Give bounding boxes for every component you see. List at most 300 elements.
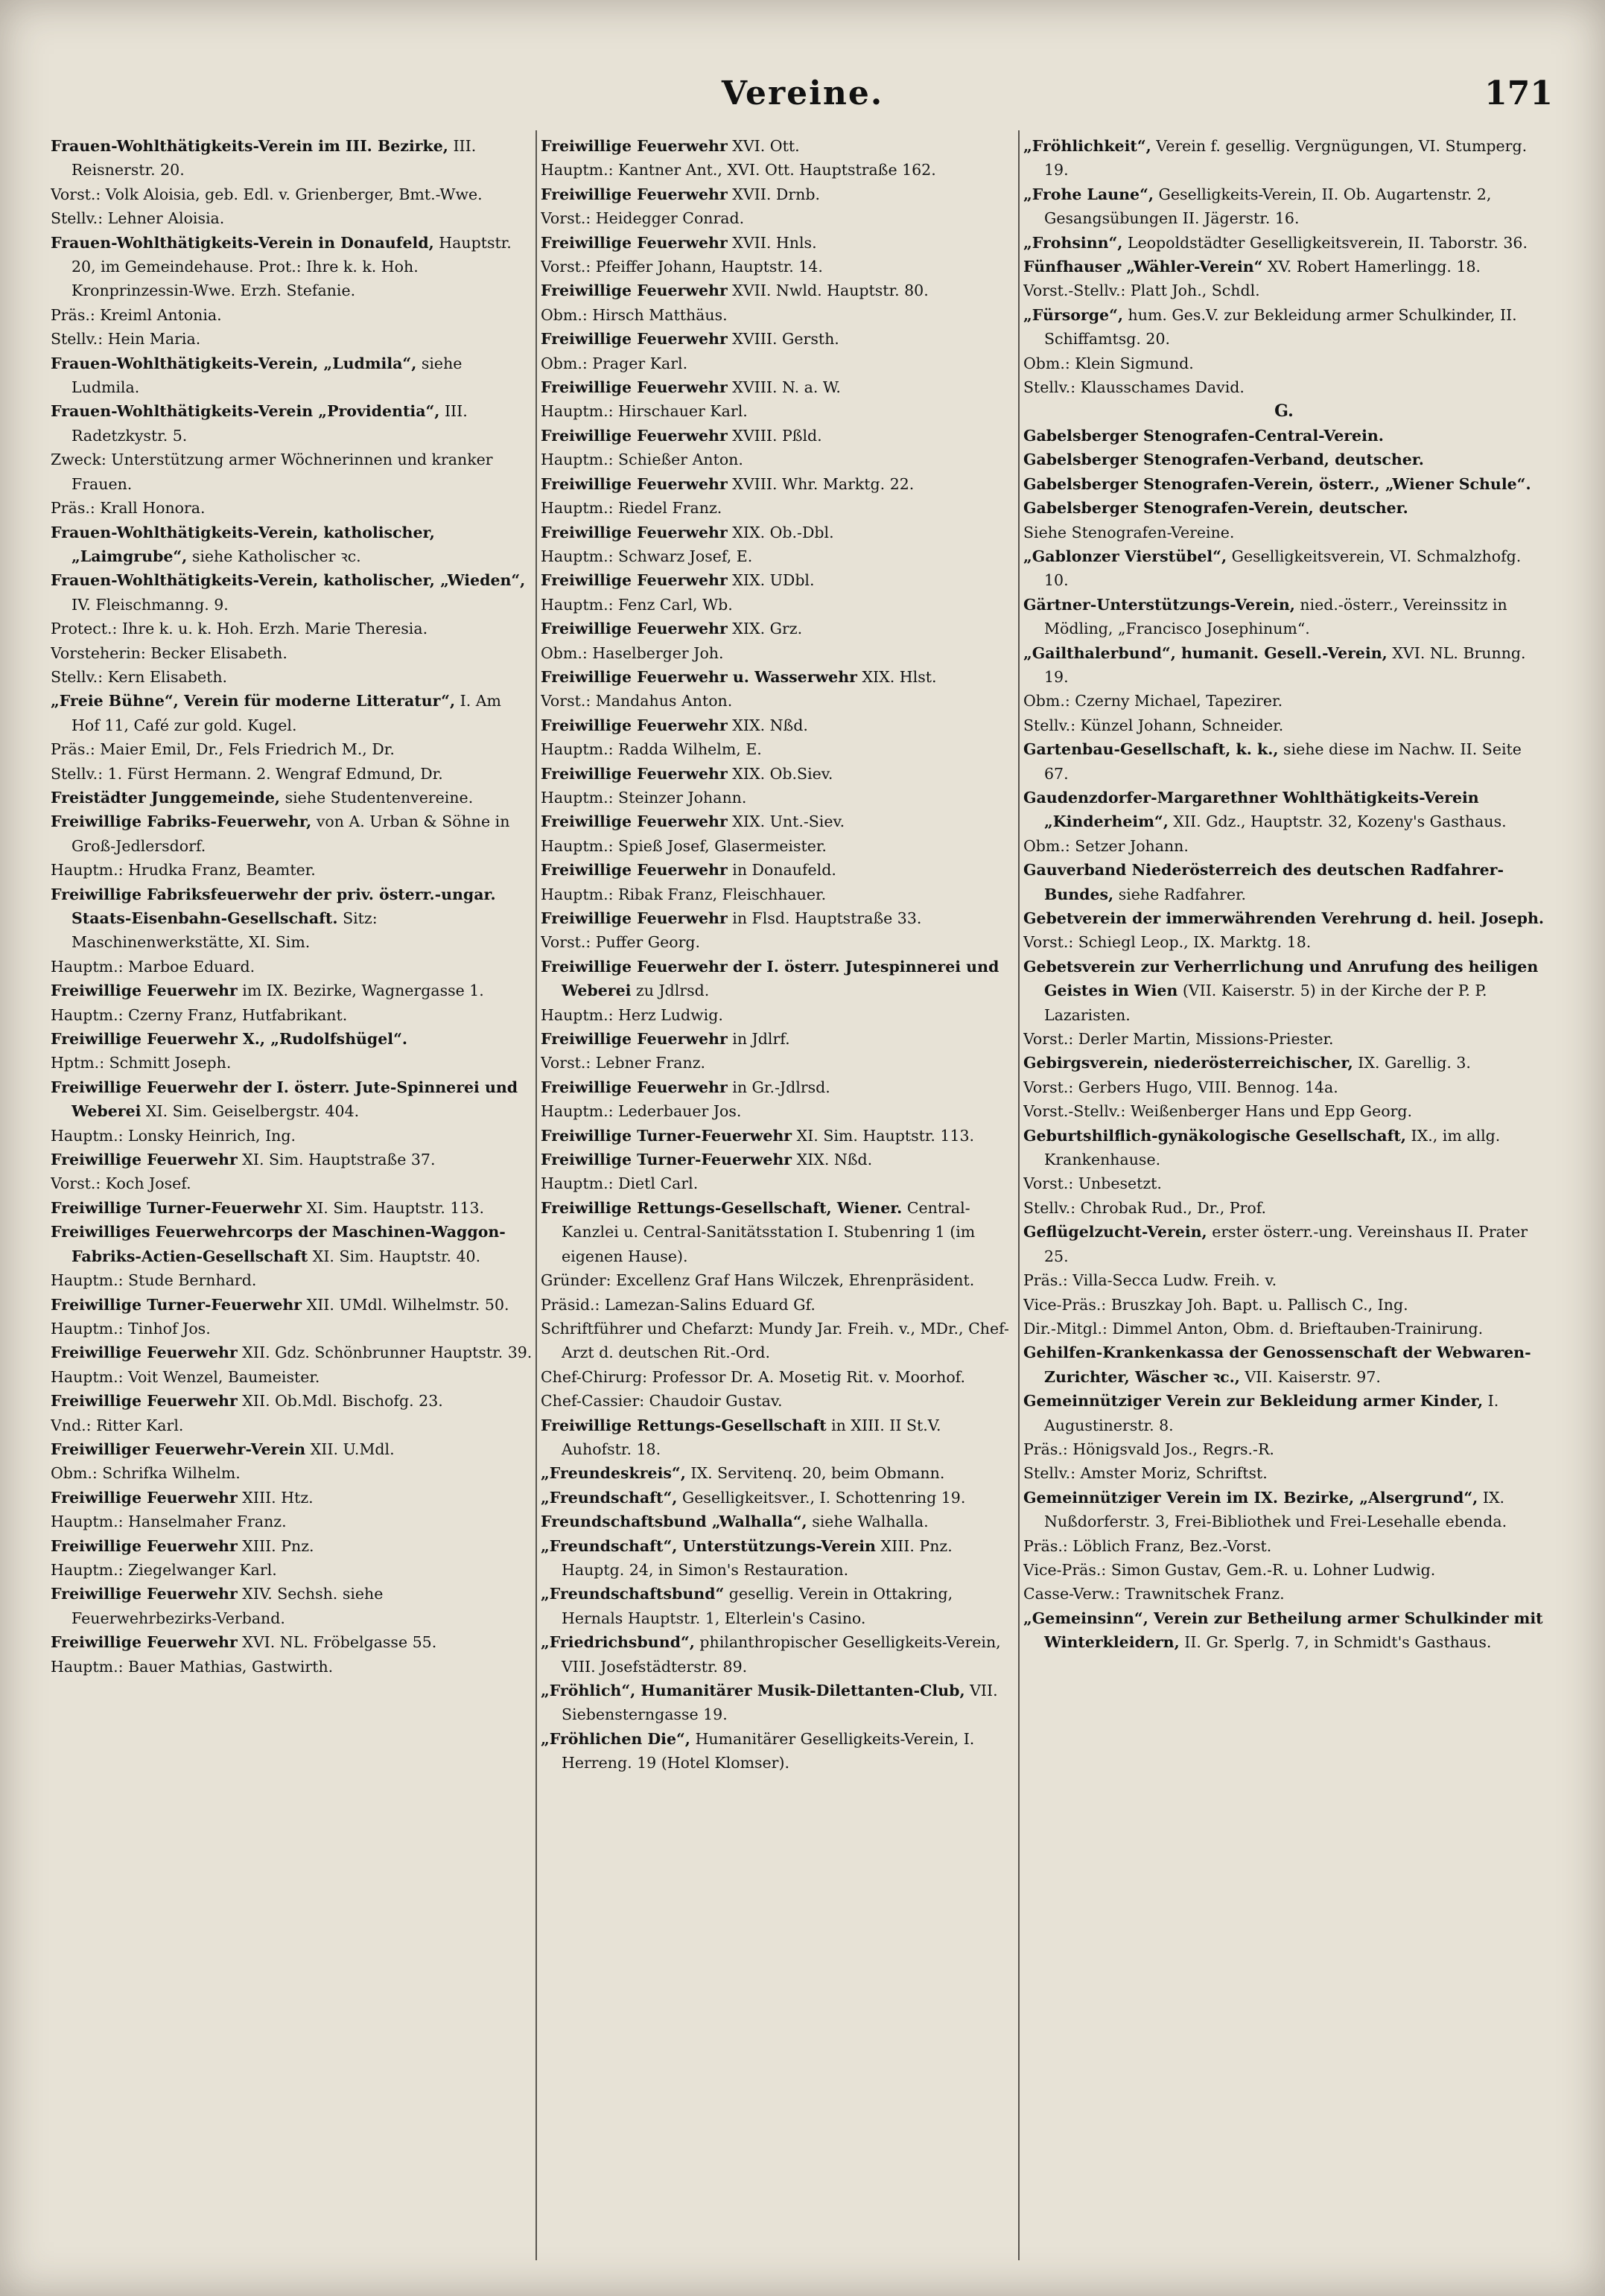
- directory-entry: [541, 1027, 1014, 1051]
- entry-text: Hauptm.: Fenz Carl, Wb.: [541, 595, 733, 614]
- entry-text: Sitz: Maschinenwerkstätte, XI. Sim.: [71, 909, 378, 952]
- entry-text: Präsid.: Lamezan-Salins Eduard Gf.: [541, 1295, 816, 1314]
- directory-entry: [1023, 352, 1545, 375]
- entry-heading: Freiwillige Rettungs-Gesellschaft, Wiener.: [541, 1198, 903, 1217]
- entry-heading: Freiwillige Feuerwehr: [541, 474, 728, 493]
- directory-entry: [541, 930, 1014, 954]
- entry-text: von A. Urban & Söhne in Groß-Jedlersdorf.: [71, 812, 510, 855]
- entry-text: Hauptm.: Herz Ludwig.: [541, 1005, 723, 1024]
- directory-entry: [541, 352, 1014, 375]
- entry-text: Hauptm.: Hanselmaher Franz.: [51, 1513, 287, 1531]
- entry-text: XII. UMdl. Wilhelmstr. 50.: [302, 1295, 509, 1314]
- entry-heading: Freiwillige Turner-Feuerwehr: [51, 1295, 302, 1314]
- entry-text: Hauptm.: Marboe Eduard.: [51, 957, 255, 976]
- directory-entry: [1023, 930, 1545, 954]
- entry-text: Vorst.: Puffer Georg.: [541, 933, 701, 952]
- entry-heading: „Gablonzer Vierstübel“,: [1023, 547, 1227, 565]
- directory-entry: [1023, 1606, 1545, 1655]
- directory-entry: [541, 303, 1014, 327]
- directory-entry: [541, 231, 1014, 255]
- directory-entry: [541, 1461, 1014, 1485]
- entry-text: philanthropischer Geselligkeits-Verein, VIII. Josefstädterstr. 89.: [562, 1633, 1001, 1676]
- column-divider: [1018, 130, 1020, 2260]
- entry-heading: Freiwillige Feuerwehr: [541, 716, 728, 734]
- entry-text: Vice-Präs.: Bruszkay Joh. Bapt. u. Pallisch C., Ing.: [1023, 1295, 1408, 1314]
- entry-text: zu Jdlrsd.: [631, 982, 710, 1000]
- column-divider: [535, 130, 537, 2260]
- entry-heading: Gabelsberger Stenografen-Verband, deutscher.: [1023, 451, 1424, 469]
- entry-text: in Donaufeld.: [727, 861, 836, 880]
- entry-heading: Gauverband Niederösterreich des deutschen Radfahrer-Bundes,: [1023, 861, 1504, 903]
- directory-entry: [1023, 641, 1545, 690]
- entry-text: Vorst.: Volk Aloisia, geb. Edl. v. Grienberger, Bmt.-Wwe.: [51, 185, 483, 203]
- entry-heading: Gemeinnütziger Verein zur Bekleidung armer Kinder,: [1023, 1392, 1484, 1411]
- entry-text: in Jdlrf.: [727, 1030, 790, 1049]
- entry-text: IX. Garellig. 3.: [1353, 1054, 1471, 1072]
- directory-entry: [51, 979, 533, 1002]
- entry-heading: Gehilfen-Krankenkassa der Genossenschaft der Webwaren-Zurichter, Wäscher ꝛc.,: [1023, 1343, 1531, 1386]
- entry-heading: Gabelsberger Stenografen-Central-Verein.: [1023, 426, 1384, 445]
- entry-heading: Freiwillige Feuerwehr: [51, 1151, 238, 1169]
- directory-entry: [1023, 906, 1545, 930]
- entry-heading: Fünfhauser „Wähler-Verein“: [1023, 258, 1263, 276]
- entry-heading: Freiwillige Feuerwehr der I. österr. Jute-Spinnerei und Weberei: [51, 1078, 518, 1121]
- directory-entry: [51, 1124, 533, 1148]
- entry-text: Hauptm.: Bauer Mathias, Gastwirth.: [51, 1657, 334, 1676]
- directory-entry: [541, 448, 1014, 471]
- directory-entry: [1023, 1582, 1545, 1606]
- directory-entry: [1023, 182, 1545, 231]
- entry-heading: Freiwillige Feuerwehr: [541, 330, 728, 349]
- directory-entry: [51, 1317, 533, 1341]
- entry-text: XVI. NL. Fröbelgasse 55.: [237, 1633, 437, 1652]
- entry-text: XIX. Ob.-Dbl.: [727, 523, 834, 541]
- directory-entry: [1023, 1268, 1545, 1292]
- entry-text: gesellig. Verein in Ottakring, Hernals Hauptstr. 1, Elterlein's Casino.: [562, 1585, 953, 1627]
- entry-text: Hauptstr. 20, im Gemeindehause. Prot.: Ihre k. k. Hoh. Kronprinzessin-Wwe. Erzh. Stefanie.: [71, 233, 512, 300]
- entry-text: Vorsteherin: Becker Elisabeth.: [51, 643, 287, 662]
- directory-entry: [51, 327, 533, 351]
- directory-entry: [51, 1461, 533, 1485]
- directory-entry: [1023, 593, 1545, 641]
- entry-text: Vorst.: Gerbers Hugo, VIII. Bennog. 14a.: [1023, 1078, 1338, 1096]
- entry-text: Hauptm.: Riedel Franz.: [541, 499, 722, 518]
- directory-entry: [1023, 424, 1545, 448]
- entry-text: (VII. Kaiserstr. 5) in der Kirche der P. P. Lazaristen.: [1044, 982, 1487, 1024]
- directory-entry: [1023, 1558, 1545, 1582]
- directory-entry: [1023, 786, 1545, 834]
- entry-text: XI. Sim. Hauptstr. 113.: [302, 1198, 485, 1217]
- directory-entry: [541, 1051, 1014, 1075]
- directory-entry: [541, 1099, 1014, 1123]
- entry-text: Hauptm.: Hrudka Franz, Beamter.: [51, 861, 316, 880]
- entry-text: Obm.: Czerny Michael, Tapezirer.: [1023, 692, 1283, 710]
- entry-text: Leopoldstädter Geselligkeitsverein, II. Taborstr. 36.: [1122, 233, 1528, 252]
- directory-entry: [541, 737, 1014, 761]
- entry-heading: Freiwillige Turner-Feuerwehr: [541, 1151, 792, 1169]
- directory-entry: [1023, 1171, 1545, 1195]
- entry-heading: „Freundschaft“,: [541, 1488, 678, 1507]
- directory-entry: [51, 352, 533, 400]
- entry-heading: Freiwillige Feuerwehr: [541, 426, 728, 445]
- directory-entry: [51, 134, 533, 182]
- entry-text: III. Radetzkystr. 5.: [71, 402, 468, 445]
- entry-text: Stellv.: Kern Elisabeth.: [51, 667, 228, 686]
- section-letter: G.: [1274, 401, 1294, 422]
- entry-text: XIX. Ob.Siev.: [727, 764, 833, 783]
- entry-heading: Freiwillige Feuerwehr: [541, 861, 728, 880]
- directory-entry: [541, 1124, 1014, 1148]
- entry-text: XIX. Hlst.: [856, 667, 937, 686]
- directory-entry: [51, 521, 533, 569]
- entry-text: Hauptm.: Ribak Franz, Fleischhauer.: [541, 885, 827, 903]
- entry-text: Obm.: Haselberger Joh.: [541, 643, 724, 662]
- entry-text: hum. Ges.V. zur Bekleidung armer Schulkinder, II. Schiffamtsg. 20.: [1044, 305, 1517, 349]
- entry-text: XI. Sim. Hauptstr. 40.: [308, 1247, 481, 1265]
- directory-entry: [541, 1679, 1014, 1727]
- directory-entry: [541, 1534, 1014, 1583]
- directory-entry: [541, 496, 1014, 520]
- entry-heading: Freiwillige Feuerwehr u. Wasserwehr: [541, 667, 857, 686]
- entry-text: Hauptm.: Schießer Anton.: [541, 451, 743, 469]
- entry-text: I. Augustinerstr. 8.: [1044, 1392, 1499, 1434]
- entry-text: XVIII. Whr. Marktg. 22.: [727, 474, 915, 493]
- entry-text: erster österr.-ung. Vereinshaus II. Prater 25.: [1044, 1223, 1528, 1265]
- page-header: [52, 74, 1553, 127]
- directory-entry: [541, 883, 1014, 906]
- entry-heading: Frauen-Wohlthätigkeits-Verein, katholischer, „Wieden“,: [51, 571, 526, 590]
- entry-text: XI. Sim. Hauptstr. 113.: [792, 1126, 975, 1145]
- entry-text: Vorst.: Pfeiffer Johann, Hauptstr. 14.: [541, 258, 823, 276]
- directory-entry: [1023, 448, 1545, 471]
- entry-text: Humanitärer Geselligkeits-Verein, I. Herreng. 19 (Hotel Klomser).: [562, 1729, 975, 1772]
- directory-entry: [1023, 1027, 1545, 1051]
- directory-entry: [541, 641, 1014, 665]
- entry-heading: Frauen-Wohlthätigkeits-Verein in Donaufeld,: [51, 233, 434, 252]
- entry-text: II. Gr. Sperlg. 7, in Schmidt's Gasthaus.: [1179, 1633, 1492, 1652]
- entry-text: siehe Radfahrer.: [1113, 885, 1247, 903]
- directory-entry: [541, 762, 1014, 786]
- entry-text: Hauptm.: Ziegelwanger Karl.: [51, 1560, 277, 1579]
- directory-entry: [541, 689, 1014, 713]
- entry-text: Obm.: Klein Sigmund.: [1023, 354, 1194, 372]
- entry-text: XII. U.Mdl.: [305, 1440, 395, 1458]
- entry-text: siehe Studentenvereine.: [280, 788, 474, 807]
- entry-text: Casse-Verw.: Trawnitschek Franz.: [1023, 1585, 1285, 1603]
- entry-text: Obm.: Setzer Johann.: [1023, 836, 1189, 855]
- entry-heading: „Freundeskreis“,: [541, 1464, 686, 1483]
- entry-heading: Gebetsverein zur Verherrlichung und Anrufung des heiligen Geistes in Wien: [1023, 957, 1539, 1000]
- directory-entry: [541, 1148, 1014, 1171]
- entry-text: Hauptm.: Lederbauer Jos.: [541, 1102, 742, 1121]
- entry-text: Vorst.: Koch Josef.: [51, 1174, 191, 1193]
- entry-text: Siehe Stenografen-Vereine.: [1023, 523, 1235, 541]
- entry-text: Vnd.: Ritter Karl.: [51, 1416, 184, 1434]
- entry-text: Vorst.: Lebner Franz.: [541, 1054, 706, 1072]
- directory-entry: [1023, 472, 1545, 496]
- directory-entry: [1023, 1534, 1545, 1558]
- directory-entry: [51, 1196, 533, 1220]
- entry-heading: Freiwillige Feuerwehr der I. österr. Jutespinnerei und Weberei: [541, 957, 999, 1000]
- entry-heading: Gabelsberger Stenografen-Verein, österr., „Wiener Schule“.: [1023, 474, 1531, 493]
- directory-entry: [541, 593, 1014, 617]
- directory-entry: [51, 1558, 533, 1582]
- directory-entry: [541, 134, 1014, 158]
- entry-text: XVI. Ott.: [727, 137, 800, 155]
- entry-heading: Gebetverein der immerwährenden Verehrung d. heil. Joseph.: [1023, 909, 1544, 927]
- entry-heading: Freiwillige Rettungs-Gesellschaft: [541, 1416, 827, 1434]
- directory-entry: [541, 786, 1014, 810]
- entry-heading: Freiwillige Fabriks-Feuerwehr,: [51, 812, 312, 831]
- directory-entry: [51, 1293, 533, 1317]
- directory-entry: [51, 1582, 533, 1630]
- directory-entry: [51, 1171, 533, 1195]
- entry-text: XVII. Nwld. Hauptstr. 80.: [727, 282, 929, 300]
- directory-entry: [541, 1268, 1014, 1292]
- directory-entry: [541, 1196, 1014, 1268]
- entry-text: XVIII. N. a. W.: [727, 378, 841, 397]
- directory-entry: [1023, 1341, 1545, 1389]
- entry-text: Chef-Cassier: Chaudoir Gustav.: [541, 1392, 783, 1411]
- directory-entry: [51, 689, 533, 737]
- entry-text: XIII. Htz.: [237, 1488, 314, 1507]
- column-right: [1023, 134, 1545, 2264]
- directory-entry: [541, 617, 1014, 640]
- entry-heading: Freiwillige Feuerwehr: [541, 282, 728, 300]
- entry-heading: „Frohe Laune“,: [1023, 185, 1154, 203]
- entry-heading: Freiwillige Feuerwehr: [541, 185, 728, 203]
- entry-heading: „Fröhlichkeit“,: [1023, 137, 1151, 155]
- directory-entry: [541, 327, 1014, 351]
- entry-text: in Gr.-Jdlrsd.: [727, 1078, 830, 1096]
- entry-text: Hauptm.: Schwarz Josef, E.: [541, 547, 753, 565]
- entry-heading: „Fröhlich“, Humanitärer Musik-Dilettanten-Club,: [541, 1682, 965, 1699]
- entry-text: Hauptm.: Czerny Franz, Hutfabrikant.: [51, 1005, 348, 1024]
- entry-text: Geselligkeitsver., I. Schottenring 19.: [677, 1488, 966, 1507]
- entry-text: VII. Siebensterngasse 19.: [562, 1682, 998, 1724]
- entry-text: XI. Sim. Hauptstraße 37.: [237, 1151, 436, 1169]
- entry-text: nied.-österr., Vereinssitz in Mödling, „Francisco Josephinum“.: [1044, 595, 1507, 638]
- directory-entry: [51, 496, 533, 520]
- directory-entry: [51, 1413, 533, 1437]
- entry-text: XVI. NL. Brunng. 19.: [1044, 643, 1526, 686]
- entry-heading: Freiwillige Feuerwehr: [541, 620, 728, 638]
- entry-text: Stellv.: Künzel Johann, Schneider.: [1023, 716, 1284, 734]
- directory-entry: [1023, 521, 1545, 544]
- entry-heading: Freiwillige Turner-Feuerwehr: [541, 1126, 792, 1145]
- entry-text: Hauptm.: Radda Wilhelm, E.: [541, 740, 762, 759]
- directory-entry: [541, 1510, 1014, 1533]
- entry-text: Chef-Chirurg: Professor Dr. A. Mosetig Rit. v. Moorhof.: [541, 1367, 966, 1386]
- directory-entry: [51, 231, 533, 303]
- entry-heading: Freiwillige Feuerwehr: [541, 1030, 728, 1049]
- directory-entry: [1023, 1461, 1545, 1485]
- directory-entry: [541, 521, 1014, 544]
- directory-entry: [1023, 1437, 1545, 1461]
- entry-heading: Freiwillige Feuerwehr: [51, 1585, 238, 1603]
- directory-entry: [51, 1341, 533, 1364]
- directory-entry: [1023, 689, 1545, 713]
- directory-entry: [51, 737, 533, 761]
- entry-heading: Freiwillige Feuerwehr X., „Rudolfshügel“.: [51, 1030, 407, 1049]
- entry-heading: Gebirgsverein, niederösterreichischer,: [1023, 1054, 1353, 1072]
- directory-entry: [1023, 375, 1545, 399]
- directory-entry: [1023, 134, 1545, 182]
- entry-text: XI. Sim. Geiselbergstr. 404.: [141, 1102, 360, 1121]
- entry-text: Vorst.: Heidegger Conrad.: [541, 209, 745, 228]
- entry-text: Hauptm.: Tinhof Jos.: [51, 1319, 211, 1338]
- directory-entry: [51, 1486, 533, 1510]
- directory-entry: [541, 713, 1014, 737]
- directory-entry: [51, 858, 533, 882]
- directory-entry: [541, 279, 1014, 302]
- entry-text: Schriftführer und Chefarzt: Mundy Jar. Freih. v., MDr., Chef-Arzt d. deutschen Rit.-Ord.: [541, 1319, 1009, 1362]
- entry-heading: Gemeinnütziger Verein im IX. Bezirke, „Alsergrund“,: [1023, 1488, 1478, 1507]
- directory-entry: [541, 544, 1014, 568]
- entry-text: IX. Nußdorferstr. 3, Frei-Bibliothek und Frei-Lesehalle ebenda.: [1044, 1488, 1507, 1531]
- directory-entry: [51, 810, 533, 858]
- entry-text: Central-Kanzlei u. Central-Sanitätsstation I. Stubenring 1 (im eigenen Hause).: [562, 1198, 976, 1265]
- entry-heading: Freiwillige Feuerwehr: [541, 233, 728, 252]
- directory-entry: [541, 834, 1014, 858]
- entry-heading: Freiwillige Feuerwehr: [541, 1078, 728, 1096]
- entry-text: XVII. Drnb.: [727, 185, 820, 203]
- directory-entry: [541, 568, 1014, 592]
- directory-entry: [51, 1148, 533, 1171]
- entry-text: XVII. Hnls.: [727, 233, 817, 252]
- directory-entry: [541, 472, 1014, 496]
- entry-heading: Gabelsberger Stenografen-Verein, deutscher.: [1023, 499, 1408, 518]
- directory-entry: [51, 955, 533, 979]
- entry-heading: Freiwillige Fabriksfeuerwehr der priv. österr.-ungar. Staats-Eisenbahn-Gesellschaft.: [51, 885, 496, 927]
- entry-text: Vorst.: Mandahus Anton.: [541, 692, 733, 710]
- directory-entry: [51, 1051, 533, 1075]
- entry-heading: Frauen-Wohlthätigkeits-Verein, katholischer, „Laimgrube“,: [51, 523, 435, 565]
- entry-heading: „Fröhlichen Die“,: [541, 1729, 690, 1748]
- entry-heading: Freiwillige Feuerwehr: [51, 1633, 238, 1652]
- directory-entry: [51, 303, 533, 327]
- directory-entry: [51, 1268, 533, 1292]
- entry-heading: Freiwilliges Feuerwehrcorps der Maschinen-Waggon-Fabriks-Actien-Gesellschaft: [51, 1223, 506, 1265]
- column-left: [51, 134, 533, 2264]
- entry-heading: Freundschaftsbund „Walhalla“,: [541, 1513, 807, 1531]
- entry-heading: Freiwillige Feuerwehr: [541, 378, 728, 397]
- directory-entry: [51, 568, 533, 617]
- directory-entry: [1023, 496, 1545, 520]
- directory-entry: [1023, 1293, 1545, 1317]
- entry-text: Hptm.: Schmitt Joseph.: [51, 1054, 232, 1072]
- entry-text: Stellv.: 1. Fürst Hermann. 2. Wengraf Edmund, Dr.: [51, 764, 443, 783]
- directory-entry: [541, 424, 1014, 448]
- directory-entry: [1023, 1124, 1545, 1172]
- entry-text: XIII. Pnz.: [237, 1536, 314, 1555]
- directory-entry: [541, 1171, 1014, 1195]
- entry-text: XIX. Nßd.: [727, 716, 808, 734]
- column-middle: [541, 134, 1014, 2264]
- directory-entry: [541, 255, 1014, 279]
- entry-text: VII. Kaiserstr. 97.: [1239, 1367, 1381, 1386]
- directory-entry: [51, 1220, 533, 1268]
- directory-entry: [51, 1510, 533, 1533]
- entry-heading: Gärtner-Unterstützungs-Verein,: [1023, 595, 1295, 614]
- directory-entry: [1023, 1317, 1545, 1341]
- directory-entry: [541, 399, 1014, 423]
- entry-text: Protect.: Ihre k. u. k. Hoh. Erzh. Marie Theresia.: [51, 620, 428, 638]
- directory-entry: [541, 1293, 1014, 1317]
- entry-text: Vice-Präs.: Simon Gustav, Gem.-R. u. Lohner Ludwig.: [1023, 1560, 1436, 1579]
- entry-text: Hauptm.: Spieß Josef, Glasermeister.: [541, 836, 827, 855]
- directory-entry: [541, 206, 1014, 230]
- directory-entry: [541, 1630, 1014, 1679]
- entry-heading: Geburtshilflich-gynäkologische Gesellschaft,: [1023, 1126, 1407, 1145]
- entry-text: Präs.: Krall Honora.: [51, 499, 206, 518]
- entry-text: Präs.: Kreiml Antonia.: [51, 305, 222, 324]
- entry-text: Präs.: Maier Emil, Dr., Fels Friedrich M., Dr.: [51, 740, 395, 759]
- entry-text: Dir.-Mitgl.: Dimmel Anton, Obm. d. Brieftauben-Trainirung.: [1023, 1319, 1484, 1338]
- entry-text: XII. Gdz., Hauptstr. 32, Kozeny's Gasthaus.: [1168, 812, 1507, 831]
- entry-text: siehe Walhalla.: [807, 1513, 929, 1531]
- entry-heading: „Frohsinn“,: [1023, 233, 1123, 252]
- directory-entry: [541, 906, 1014, 930]
- directory-entry: [51, 448, 533, 496]
- entry-text: Verein f. gesellig. Vergnügungen, VI. Stumperg. 19.: [1044, 137, 1528, 179]
- page-title: Vereine.: [721, 74, 884, 112]
- directory-entry: [1023, 231, 1545, 255]
- entry-heading: Freiwillige Feuerwehr: [541, 909, 728, 927]
- directory-entry: [1023, 279, 1545, 302]
- directory-entry: [541, 182, 1014, 206]
- entry-text: Hauptm.: Dietl Carl.: [541, 1174, 699, 1193]
- entry-heading: Freiwillige Turner-Feuerwehr: [51, 1198, 302, 1217]
- entry-text: IV. Fleischmanng. 9.: [71, 595, 229, 614]
- entry-text: IX., im allg. Krankenhause.: [1044, 1126, 1501, 1169]
- directory-entry: [1023, 544, 1545, 593]
- directory-entry: [541, 1727, 1014, 1775]
- entry-heading: Freiwillige Feuerwehr: [51, 1536, 238, 1555]
- entry-heading: „Freundschaftsbund“: [541, 1585, 725, 1603]
- directory-entry: [541, 1582, 1014, 1630]
- directory-entry: [51, 1365, 533, 1389]
- directory-entry: [541, 158, 1014, 182]
- entry-heading: Gaudenzdorfer-Margarethner Wohlthätigkeits-Verein „Kinderheim“,: [1023, 788, 1479, 831]
- directory-entry: [541, 1486, 1014, 1510]
- entry-heading: „Gailthalerbund“, humanit. Gesell.-Verein,: [1023, 643, 1388, 662]
- entry-heading: Freiwilliger Feuerwehr-Verein: [51, 1440, 306, 1458]
- entry-heading: Freiwillige Feuerwehr: [51, 982, 238, 1000]
- entry-heading: „Gemeinsinn“, Verein zur Betheilung armer Schulkinder mit Winterkleidern,: [1023, 1609, 1543, 1652]
- directory-entry: [1023, 1220, 1545, 1268]
- entry-heading: Freiwillige Feuerwehr: [541, 137, 728, 155]
- entry-heading: Freiwillige Feuerwehr: [541, 523, 728, 541]
- directory-entry: [541, 1075, 1014, 1099]
- entry-text: XIII. Pnz. Hauptg. 24, in Simon's Restauration.: [562, 1536, 953, 1579]
- entry-text: Präs.: Löblich Franz, Bez.-Vorst.: [1023, 1536, 1272, 1555]
- entry-text: Vorst.: Schiegl Leop., IX. Marktg. 18.: [1023, 933, 1312, 952]
- entry-text: IX. Servitenq. 20, beim Obmann.: [685, 1464, 945, 1483]
- directory-entry: [1023, 737, 1545, 786]
- entry-text: siehe Ludmila.: [71, 354, 463, 397]
- directory-entry: [541, 955, 1014, 1003]
- directory-entry: [1023, 713, 1545, 737]
- directory-entry: [51, 1534, 533, 1558]
- entry-text: Hauptm.: Steinzer Johann.: [541, 788, 747, 807]
- directory-entry: [51, 762, 533, 786]
- entry-text: in XIII. II St.V. Auhofstr. 18.: [562, 1416, 941, 1458]
- entry-text: Präs.: Hönigsvald Jos., Regrs.-R.: [1023, 1440, 1274, 1458]
- directory-entry: [51, 1630, 533, 1654]
- entry-heading: Freiwillige Feuerwehr: [541, 812, 728, 831]
- entry-text: XV. Robert Hamerlingg. 18.: [1262, 258, 1481, 276]
